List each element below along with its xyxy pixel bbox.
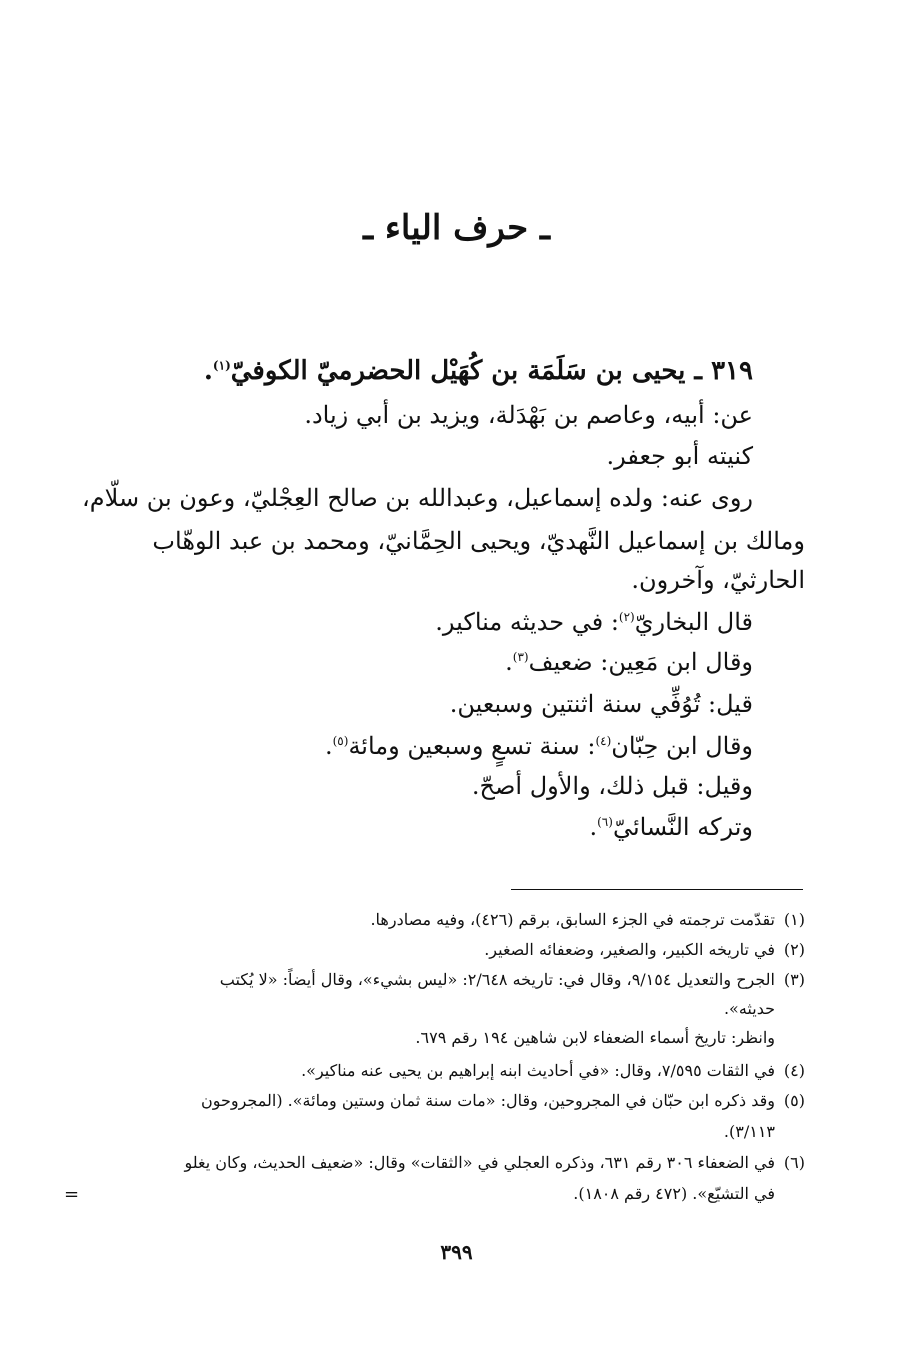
footnote-number: (١) <box>783 910 805 929</box>
footnote-ref: (٥) <box>332 734 349 748</box>
footnote-ref: (٦) <box>597 815 613 829</box>
footnote-2 <box>105 942 805 958</box>
footnote-text: الجرح والتعديل ٩/١٥٤، وقال في: تاريخه ٢/٦٤٨: «ليس بشيء»، وقال أيضاً: «لا يُكتب <box>219 970 775 989</box>
entry-line: الحارثيّ، وآخرون. <box>631 566 805 594</box>
footnote-4 <box>105 1063 805 1079</box>
footnote-6 <box>105 1155 805 1171</box>
footnote-ref: (٤) <box>595 734 612 748</box>
quote-text: . <box>589 813 598 841</box>
footnote-text: وقد ذكره ابن حبّان في المجروحين، وقال: «مات سنة ثمان وستين ومائة». (المجروحون <box>200 1091 775 1110</box>
quote-line <box>472 774 753 798</box>
footnote-1 <box>105 912 805 928</box>
entry-line: كنيته أبو جعفر. <box>606 442 753 470</box>
quote-line <box>450 692 753 716</box>
footnote-number: (٦) <box>783 1153 805 1172</box>
quote-text: وقال ابن حِبّان <box>611 732 753 760</box>
entry-line: ومالك بن إسماعيل النَّهديّ، ويحيى الحِمَّانيّ، ومحمد بن عبد الوهّاب <box>152 527 805 555</box>
quote-line <box>505 650 753 674</box>
page-number: ٣٩٩ <box>440 1240 473 1264</box>
quote-text: قيل: تُوُفِّي سنة اثنتين وسبعين. <box>449 690 753 718</box>
footnote-text: تقدّمت ترجمته في الجزء السابق، برقم (٤٢٦)، وفيه مصادرها. <box>370 910 775 929</box>
footnote-number: (٢) <box>783 940 805 959</box>
quote-text: : سنة تسعٍ وسبعين ومائة <box>348 732 596 760</box>
footnote-text: في الضعفاء ٣٠٦ رقم ٦٣١، وذكره العجلي في «الثقات» وقال: «ضعيف الحديث، وكان يغلو <box>184 1153 775 1172</box>
chapter-title: ـ حرف الياء ـ <box>363 208 550 248</box>
heading-end: . <box>203 356 213 386</box>
footnote-number: (٤) <box>783 1061 805 1080</box>
footnote-text: في الثقات ٧/٥٩٥، وقال: «في أحاديث ابنه إبراهيم بن يحيى عنه مناكير». <box>301 1061 775 1080</box>
entry-line: روى عنه: ولده إسماعيل، وعبدالله بن صالح العِجْليّ، وعون بن سلّام، <box>82 484 753 512</box>
footnote-3-cont: وانظر: تاريخ أسماء الضعفاء لابن شاهين ١٩٤ رقم ٦٧٩. <box>415 1028 775 1047</box>
footnote-number: (٥) <box>783 1091 805 1110</box>
footnote-6-cont: في التشيّع». (٤٧٢ رقم ١٨٠٨). <box>573 1184 775 1203</box>
footnote-5-cont: ٣/١١٣). <box>723 1122 775 1141</box>
footnote-ref: (١) <box>212 358 231 373</box>
quote-text: وقيل: قبل ذلك، والأول أصحّ. <box>471 772 753 800</box>
footnote-number: (٣) <box>783 970 805 989</box>
quote-line <box>435 610 753 634</box>
footnote-3 <box>105 972 805 988</box>
footnote-ref: (٢) <box>618 610 635 624</box>
quote-text: قال البخاريّ <box>634 608 753 636</box>
footnote-3-cont: حديثه». <box>723 999 775 1018</box>
quote-line <box>325 734 753 758</box>
quote-text: : في حديثه مناكير. <box>435 608 619 636</box>
continuation-mark: = <box>64 1184 80 1205</box>
quote-text: وقال ابن مَعِين: ضعيف <box>528 648 753 676</box>
entry-line: عن: أبيه، وعاصم بن بَهْدَلة، ويزيد بن أبي زياد. <box>304 401 753 429</box>
entry-heading <box>204 358 753 384</box>
quote-text: . <box>324 732 333 760</box>
footnote-ref: (٣) <box>512 650 529 664</box>
quote-text: وتركه النَّسائيّ <box>612 813 753 841</box>
quote-text: . <box>505 648 513 676</box>
footnote-5 <box>105 1093 805 1109</box>
footnote-text: في تاريخه الكبير، والصغير، وضعفائه الصغير. <box>484 940 775 959</box>
entry-heading-text: ٣١٩ ـ يحيى بن سَلَمَة بن كُهَيْل الحضرميّ الكوفيّ <box>230 356 753 386</box>
footnote-divider <box>511 889 803 890</box>
quote-line <box>589 815 753 839</box>
